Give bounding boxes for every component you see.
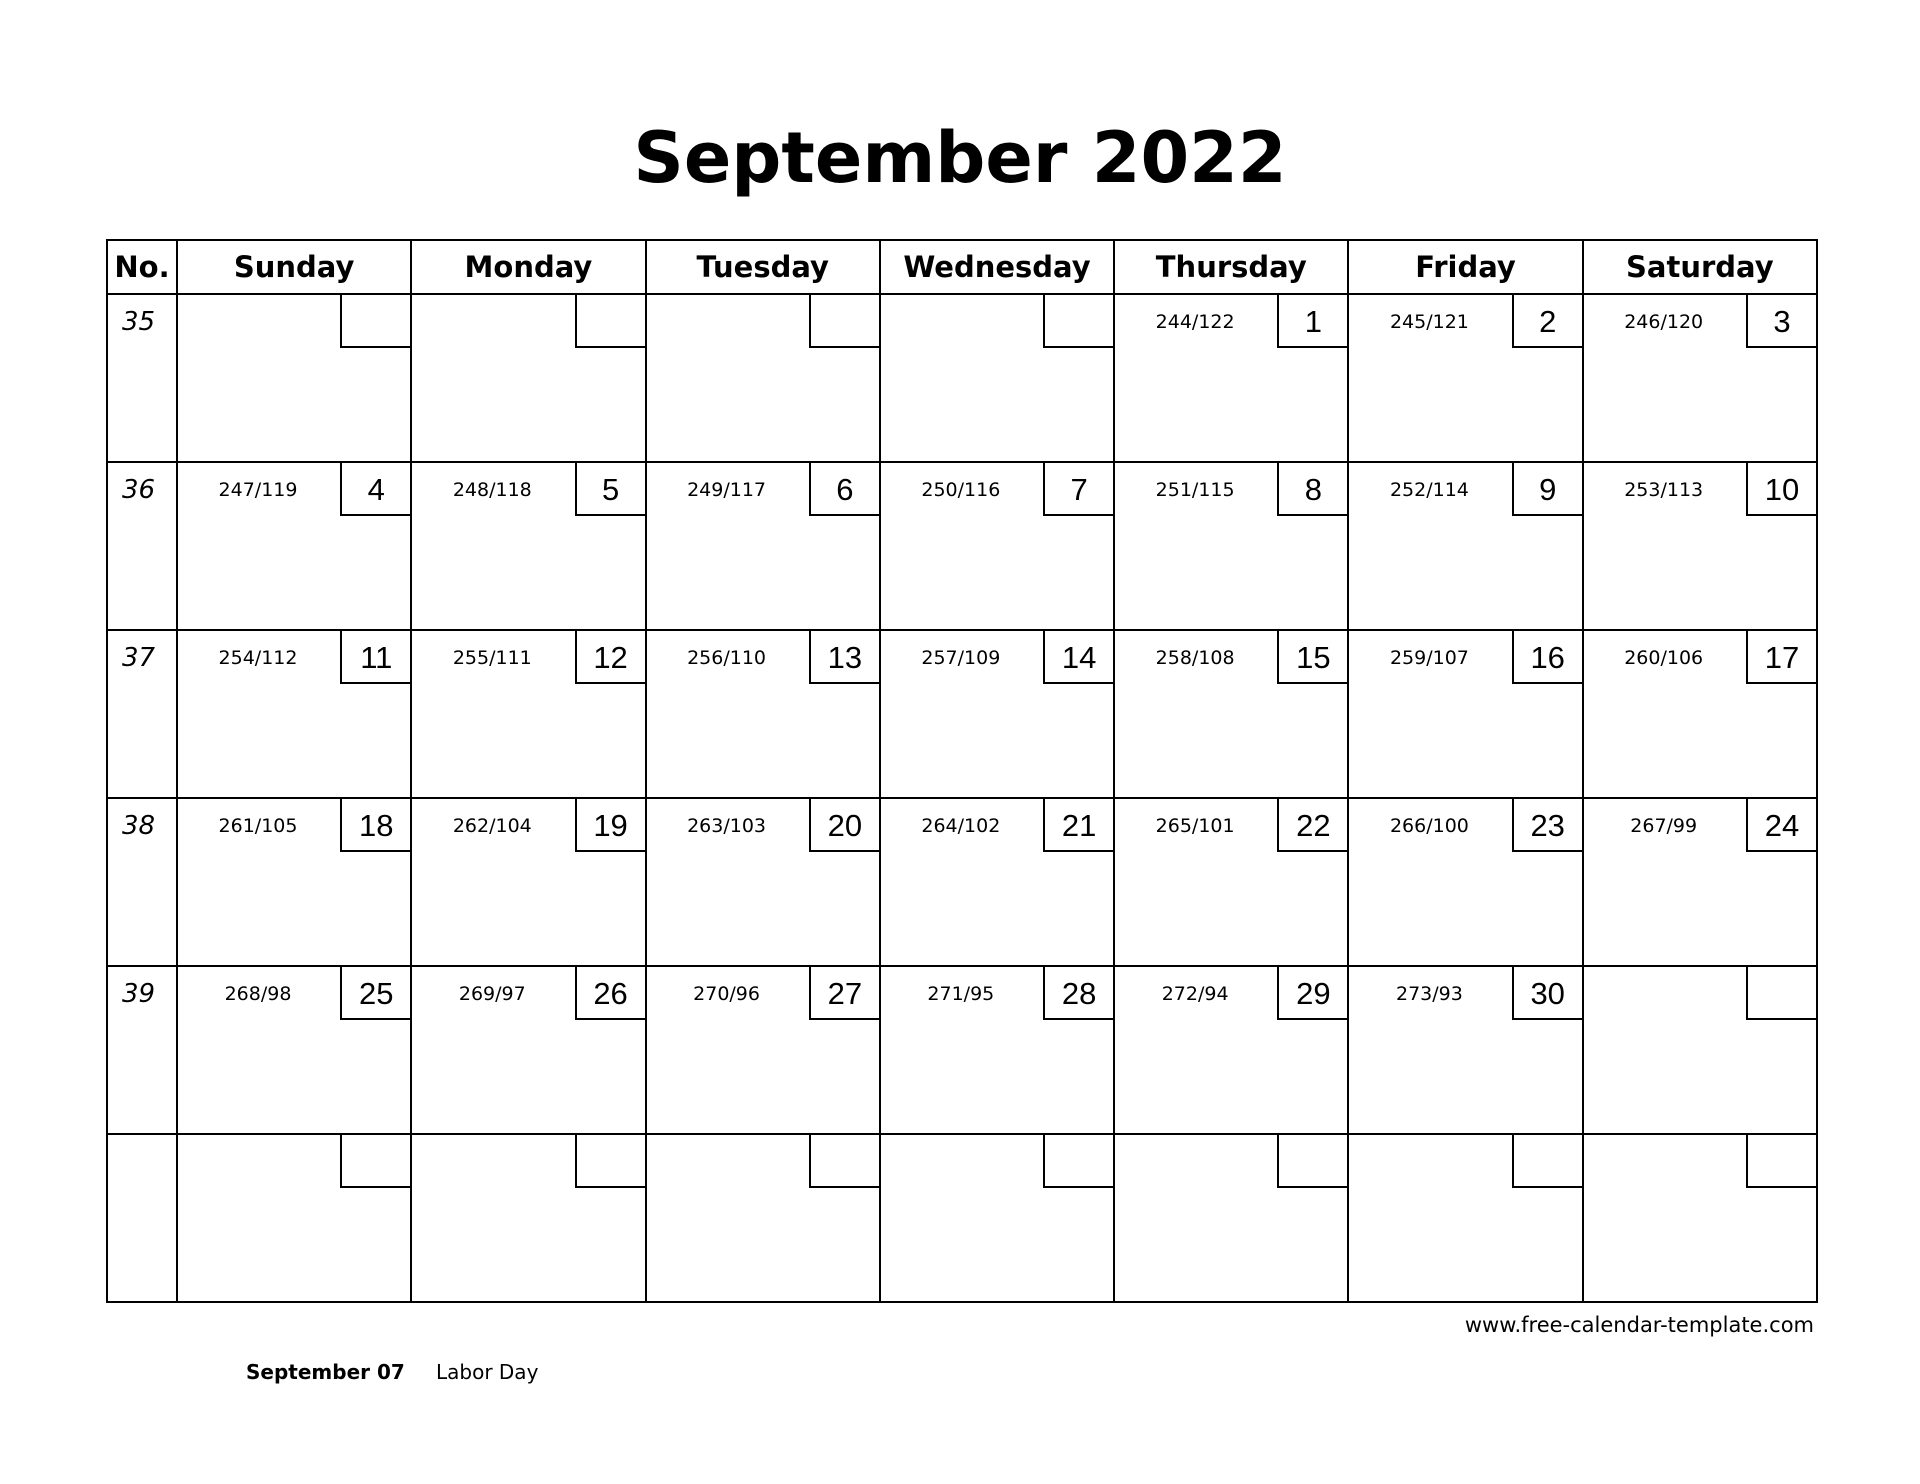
day-cell[interactable] bbox=[1114, 462, 1348, 630]
day-of-year-label: 255/111 bbox=[452, 647, 532, 669]
day-cell[interactable] bbox=[1348, 462, 1582, 630]
day-number-box: 17 bbox=[1746, 631, 1816, 684]
holiday-date: September 07 bbox=[246, 1360, 405, 1384]
day-cell[interactable] bbox=[1114, 966, 1348, 1134]
day-of-year-label: 257/109 bbox=[921, 647, 1001, 669]
day-cell[interactable] bbox=[411, 966, 645, 1134]
day-of-year-label: 253/113 bbox=[1624, 479, 1704, 501]
day-of-year-label: 248/118 bbox=[452, 479, 532, 501]
day-cell-content bbox=[1115, 1135, 1347, 1301]
day-of-year-label: 265/101 bbox=[1155, 815, 1235, 837]
day-number-box bbox=[809, 1135, 879, 1188]
day-cell-content bbox=[881, 295, 1113, 461]
day-cell-content bbox=[412, 295, 644, 461]
day-cell-content bbox=[881, 967, 1113, 1133]
day-cell[interactable] bbox=[177, 462, 411, 630]
day-number-box: 30 bbox=[1512, 967, 1582, 1020]
day-number-box: 19 bbox=[575, 799, 645, 852]
day-number-box: 1 bbox=[1277, 295, 1347, 348]
day-header-saturday: Saturday bbox=[1583, 240, 1817, 294]
day-number-box: 15 bbox=[1277, 631, 1347, 684]
day-of-year-label: 262/104 bbox=[452, 815, 532, 837]
day-cell[interactable] bbox=[646, 966, 880, 1134]
week-number: 39 bbox=[122, 979, 156, 1009]
day-cell[interactable] bbox=[1114, 798, 1348, 966]
day-number-box: 25 bbox=[340, 967, 410, 1020]
day-number-box: 28 bbox=[1043, 967, 1113, 1020]
day-cell[interactable] bbox=[1114, 630, 1348, 798]
day-header-friday: Friday bbox=[1348, 240, 1582, 294]
day-of-year-label: 269/97 bbox=[458, 983, 526, 1005]
day-of-year-label: 271/95 bbox=[927, 983, 995, 1005]
day-cell-content bbox=[178, 295, 410, 461]
day-number-box: 4 bbox=[340, 463, 410, 516]
day-of-year-label: 266/100 bbox=[1389, 815, 1469, 837]
week-number-cell bbox=[107, 630, 177, 798]
week-number-header: No. bbox=[107, 240, 177, 294]
day-number-box: 12 bbox=[575, 631, 645, 684]
day-number-box: 9 bbox=[1512, 463, 1582, 516]
day-cell[interactable] bbox=[880, 798, 1114, 966]
day-of-year-label: 256/110 bbox=[687, 647, 767, 669]
week-number: 38 bbox=[122, 811, 156, 841]
day-of-year-label: 245/121 bbox=[1389, 311, 1469, 333]
day-of-year-label: 260/106 bbox=[1624, 647, 1704, 669]
day-cell-content bbox=[1115, 463, 1347, 629]
calendar-grid bbox=[106, 239, 1818, 1303]
day-number-box: 11 bbox=[340, 631, 410, 684]
day-of-year-label: 249/117 bbox=[687, 479, 767, 501]
day-header-monday: Monday bbox=[411, 240, 645, 294]
day-cell-content bbox=[412, 799, 644, 965]
day-cell[interactable] bbox=[1583, 462, 1817, 630]
week-row bbox=[107, 966, 1817, 1134]
day-of-year-label: 267/99 bbox=[1630, 815, 1698, 837]
day-of-year-label: 261/105 bbox=[218, 815, 298, 837]
day-cell[interactable] bbox=[177, 294, 411, 462]
day-cell[interactable] bbox=[880, 294, 1114, 462]
day-cell-content bbox=[1115, 967, 1347, 1133]
day-header-wednesday: Wednesday bbox=[880, 240, 1114, 294]
day-cell-content bbox=[647, 295, 879, 461]
day-cell[interactable] bbox=[1114, 1134, 1348, 1302]
day-cell[interactable] bbox=[1114, 294, 1348, 462]
day-cell[interactable] bbox=[1583, 798, 1817, 966]
week-row bbox=[107, 462, 1817, 630]
calendar-header-row bbox=[107, 240, 1817, 294]
day-cell-content bbox=[1349, 295, 1581, 461]
day-cell-content bbox=[881, 631, 1113, 797]
day-cell[interactable] bbox=[177, 966, 411, 1134]
day-cell-content bbox=[1115, 631, 1347, 797]
day-number-box bbox=[1043, 295, 1113, 348]
day-cell-content bbox=[412, 631, 644, 797]
week-number: 36 bbox=[122, 475, 156, 505]
day-cell-content bbox=[647, 799, 879, 965]
week-number-cell bbox=[107, 294, 177, 462]
week-number-cell bbox=[107, 462, 177, 630]
day-cell[interactable] bbox=[880, 1134, 1114, 1302]
day-cell-content bbox=[1584, 631, 1816, 797]
day-number-box bbox=[809, 295, 879, 348]
day-cell-content bbox=[647, 1135, 879, 1301]
day-number-box: 18 bbox=[340, 799, 410, 852]
day-number-box: 2 bbox=[1512, 295, 1582, 348]
day-number-box: 7 bbox=[1043, 463, 1113, 516]
day-number-box bbox=[575, 295, 645, 348]
day-cell[interactable] bbox=[411, 798, 645, 966]
day-cell[interactable] bbox=[646, 798, 880, 966]
day-cell[interactable] bbox=[1348, 630, 1582, 798]
day-cell-content bbox=[881, 799, 1113, 965]
day-cell[interactable] bbox=[1583, 630, 1817, 798]
day-cell-content bbox=[1349, 463, 1581, 629]
website-credit: www.free-calendar-template.com bbox=[1464, 1313, 1814, 1337]
day-cell[interactable] bbox=[880, 630, 1114, 798]
week-row bbox=[107, 798, 1817, 966]
day-cell-content bbox=[1584, 295, 1816, 461]
day-of-year-label: 272/94 bbox=[1161, 983, 1229, 1005]
day-cell[interactable] bbox=[880, 462, 1114, 630]
day-of-year-label: 270/96 bbox=[693, 983, 760, 1005]
day-of-year-label: 258/108 bbox=[1155, 647, 1235, 669]
day-cell-content bbox=[647, 631, 879, 797]
week-row bbox=[107, 630, 1817, 798]
week-number: 37 bbox=[122, 643, 156, 673]
day-number-box: 14 bbox=[1043, 631, 1113, 684]
day-of-year-label: 263/103 bbox=[687, 815, 767, 837]
day-cell-content bbox=[881, 1135, 1113, 1301]
day-cell[interactable] bbox=[177, 1134, 411, 1302]
day-of-year-label: 251/115 bbox=[1155, 479, 1235, 501]
day-cell[interactable] bbox=[646, 1134, 880, 1302]
day-number-box bbox=[340, 295, 410, 348]
holiday-name: Labor Day bbox=[436, 1360, 539, 1384]
day-of-year-label: 268/98 bbox=[224, 983, 292, 1005]
day-cell[interactable] bbox=[1348, 798, 1582, 966]
day-cell-content bbox=[1349, 799, 1581, 965]
day-cell-content bbox=[1349, 1135, 1581, 1301]
day-header-thursday: Thursday bbox=[1114, 240, 1348, 294]
day-number-box bbox=[340, 1135, 410, 1188]
day-of-year-label: 250/116 bbox=[921, 479, 1001, 501]
day-cell-content bbox=[178, 1135, 410, 1301]
week-number-cell bbox=[107, 966, 177, 1134]
day-of-year-label: 259/107 bbox=[1389, 647, 1469, 669]
day-cell-content bbox=[647, 967, 879, 1133]
day-cell-content bbox=[1584, 967, 1816, 1133]
day-cell-content bbox=[647, 463, 879, 629]
day-cell-content bbox=[1349, 631, 1581, 797]
week-number-cell bbox=[107, 798, 177, 966]
day-number-box: 3 bbox=[1746, 295, 1816, 348]
day-header-sunday: Sunday bbox=[177, 240, 411, 294]
day-cell[interactable] bbox=[1348, 966, 1582, 1134]
day-cell[interactable] bbox=[646, 294, 880, 462]
day-of-year-label: 252/114 bbox=[1389, 479, 1469, 501]
day-number-box: 24 bbox=[1746, 799, 1816, 852]
day-of-year-label: 264/102 bbox=[921, 815, 1001, 837]
week-row bbox=[107, 1134, 1817, 1302]
day-cell-content bbox=[178, 463, 410, 629]
day-cell-content bbox=[178, 631, 410, 797]
day-cell-content bbox=[1115, 295, 1347, 461]
day-number-box bbox=[1746, 1135, 1816, 1188]
day-cell-content bbox=[1349, 967, 1581, 1133]
day-cell[interactable] bbox=[177, 798, 411, 966]
day-number-box: 10 bbox=[1746, 463, 1816, 516]
day-number-box: 8 bbox=[1277, 463, 1347, 516]
week-number-cell bbox=[107, 1134, 177, 1302]
day-cell[interactable] bbox=[646, 462, 880, 630]
day-number-box: 5 bbox=[575, 463, 645, 516]
week-row bbox=[107, 294, 1817, 462]
day-cell[interactable] bbox=[1583, 1134, 1817, 1302]
day-cell[interactable] bbox=[1348, 294, 1582, 462]
day-header-tuesday: Tuesday bbox=[646, 240, 880, 294]
day-cell[interactable] bbox=[411, 630, 645, 798]
day-cell-content bbox=[412, 967, 644, 1133]
day-number-box: 23 bbox=[1512, 799, 1582, 852]
day-cell[interactable] bbox=[411, 1134, 645, 1302]
day-number-box bbox=[1746, 967, 1816, 1020]
day-number-box: 26 bbox=[575, 967, 645, 1020]
day-cell-content bbox=[1584, 463, 1816, 629]
calendar-body bbox=[107, 294, 1817, 1302]
day-cell-content bbox=[881, 463, 1113, 629]
day-of-year-label: 244/122 bbox=[1155, 311, 1235, 333]
calendar-title: September 2022 bbox=[633, 117, 1287, 199]
day-of-year-label: 254/112 bbox=[218, 647, 298, 669]
day-cell-content bbox=[1584, 1135, 1816, 1301]
day-cell-content bbox=[412, 463, 644, 629]
day-cell-content bbox=[1115, 799, 1347, 965]
day-number-box bbox=[1512, 1135, 1582, 1188]
day-cell-content bbox=[1584, 799, 1816, 965]
week-number: 35 bbox=[122, 307, 156, 337]
day-number-box: 29 bbox=[1277, 967, 1347, 1020]
day-cell[interactable] bbox=[1348, 1134, 1582, 1302]
day-number-box bbox=[575, 1135, 645, 1188]
day-number-box: 6 bbox=[809, 463, 879, 516]
day-number-box: 13 bbox=[809, 631, 879, 684]
day-number-box: 22 bbox=[1277, 799, 1347, 852]
day-number-box: 21 bbox=[1043, 799, 1113, 852]
day-cell-content bbox=[178, 799, 410, 965]
day-cell[interactable] bbox=[411, 294, 645, 462]
day-cell-content bbox=[412, 1135, 644, 1301]
day-number-box bbox=[1277, 1135, 1347, 1188]
day-number-box: 16 bbox=[1512, 631, 1582, 684]
day-cell[interactable] bbox=[646, 630, 880, 798]
day-cell[interactable] bbox=[1583, 966, 1817, 1134]
day-number-box: 27 bbox=[809, 967, 879, 1020]
day-number-box: 20 bbox=[809, 799, 879, 852]
day-cell[interactable] bbox=[1583, 294, 1817, 462]
day-of-year-label: 273/93 bbox=[1395, 983, 1463, 1005]
day-cell[interactable] bbox=[177, 630, 411, 798]
day-cell[interactable] bbox=[411, 462, 645, 630]
day-number-box bbox=[1043, 1135, 1113, 1188]
day-cell[interactable] bbox=[880, 966, 1114, 1134]
day-of-year-label: 246/120 bbox=[1624, 311, 1704, 333]
day-of-year-label: 247/119 bbox=[218, 479, 298, 501]
day-cell-content bbox=[178, 967, 410, 1133]
